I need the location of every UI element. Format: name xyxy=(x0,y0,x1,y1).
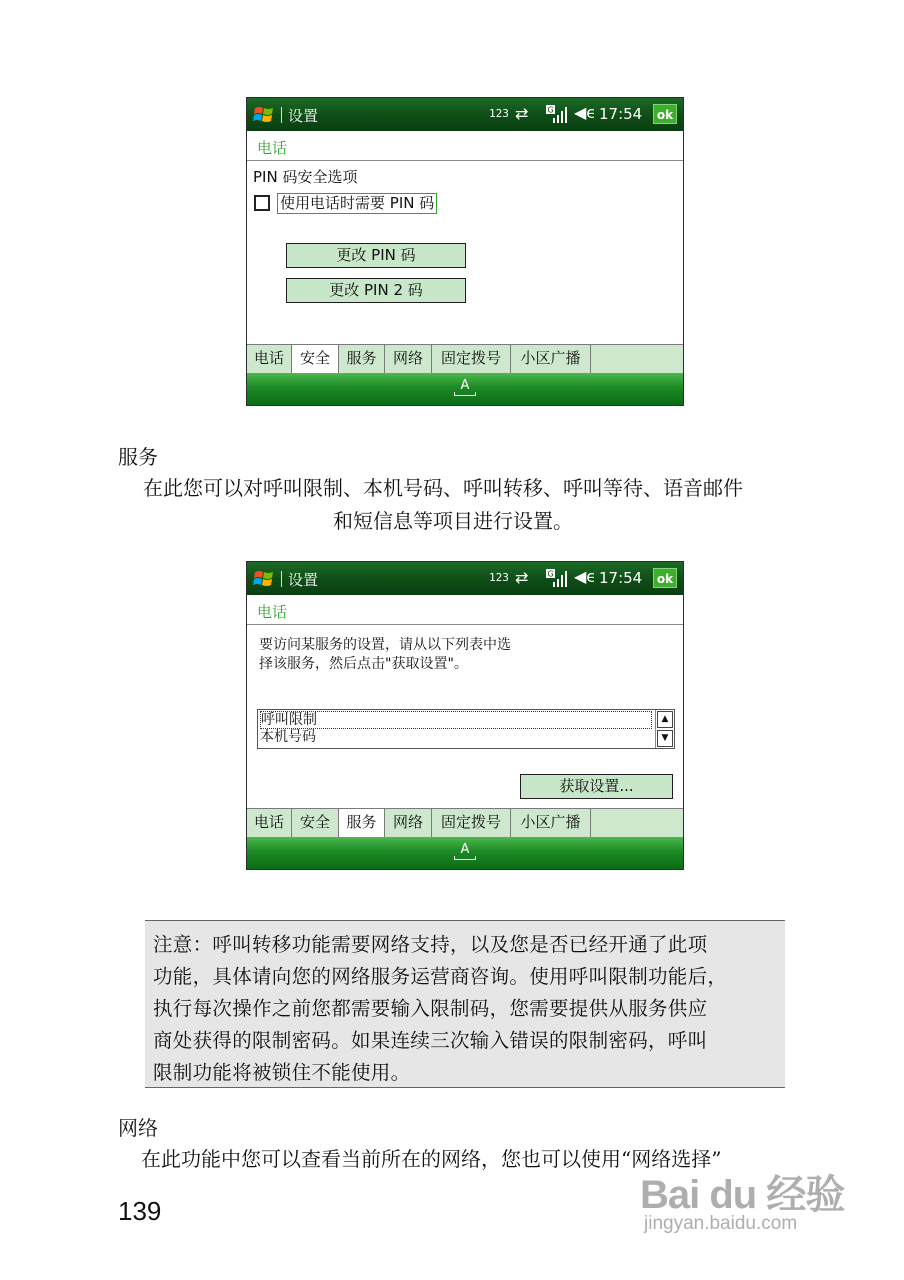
ok-button[interactable]: ok xyxy=(653,104,677,124)
page-number: 139 xyxy=(118,1196,162,1226)
tab-strip xyxy=(247,344,683,374)
services-description-line2: 和短信息等项目进行设置。 xyxy=(333,509,573,533)
keyboard-icon[interactable]: A xyxy=(454,842,476,860)
tab-fixed-dialing[interactable]: 固定拨号 xyxy=(432,809,511,838)
windows-start-icon[interactable] xyxy=(253,568,275,588)
connectivity-icon[interactable]: ⇄ xyxy=(515,104,529,123)
section-header: 电话 xyxy=(257,139,288,157)
list-scrollbar[interactable] xyxy=(655,710,674,748)
tab-fixed-dialing[interactable]: 固定拨号 xyxy=(432,345,511,374)
svg-text:G: G xyxy=(547,569,554,579)
tab-services[interactable]: 服务 xyxy=(339,345,385,374)
windows-start-icon[interactable] xyxy=(253,104,275,124)
svg-text:G: G xyxy=(547,105,554,115)
note-line: 商处获得的限制密码。如果连续三次输入错误的限制密码，呼叫 xyxy=(153,1029,708,1052)
tab-phone[interactable]: 电话 xyxy=(247,345,292,374)
scroll-down-icon[interactable]: ▼ xyxy=(657,730,673,747)
tab-network[interactable]: 网络 xyxy=(385,809,432,838)
tab-security[interactable]: 安全 xyxy=(292,809,339,838)
scroll-up-icon[interactable]: ▲ xyxy=(657,711,673,728)
tab-security[interactable]: 安全 xyxy=(292,345,339,374)
tab-network[interactable]: 网络 xyxy=(385,345,432,374)
note-line: 功能，具体请向您的网络服务运营商咨询。使用呼叫限制功能后， xyxy=(153,965,728,988)
note-line: 执行每次操作之前您都需要输入限制码，您需要提供从服务供应 xyxy=(153,997,708,1020)
settings-screenshot-security xyxy=(246,97,684,406)
network-heading: 网络 xyxy=(118,1116,158,1140)
tab-cell-broadcast[interactable]: 小区广播 xyxy=(511,345,591,374)
menu-bar xyxy=(247,837,683,869)
change-pin-button[interactable]: 更改 PIN 码 xyxy=(286,243,466,268)
input-mode-indicator[interactable]: 123 xyxy=(489,107,509,120)
list-item[interactable]: 本机号码 xyxy=(260,729,316,745)
tab-phone[interactable]: 电话 xyxy=(247,809,292,838)
note-line: 注意：呼叫转移功能需要网络支持，以及您是否已经开通了此项 xyxy=(153,933,708,956)
baidu-watermark xyxy=(640,1163,860,1243)
require-pin-label[interactable]: 使用电话时需要 PIN 码 xyxy=(277,193,437,214)
signal-strength-icon[interactable] xyxy=(545,568,567,588)
clock[interactable]: 17:54 xyxy=(599,569,643,587)
clock[interactable]: 17:54 xyxy=(599,105,643,123)
get-settings-button[interactable]: 获取设置... xyxy=(520,774,673,799)
tab-services[interactable]: 服务 xyxy=(339,809,385,838)
tab-cell-broadcast[interactable]: 小区广播 xyxy=(511,809,591,838)
service-list[interactable] xyxy=(257,709,675,749)
ok-button[interactable]: ok xyxy=(653,568,677,588)
instruction-line1: 要访问某服务的设置，请从以下列表中选 xyxy=(259,637,511,653)
note-box xyxy=(145,920,785,1088)
window-title: 设置 xyxy=(288,571,319,589)
header-divider xyxy=(247,160,683,161)
change-pin2-button[interactable]: 更改 PIN 2 码 xyxy=(286,278,466,303)
instruction-line2: 择该服务，然后点击"获取设置"。 xyxy=(259,656,468,672)
services-description-line1: 在此您可以对呼叫限制、本机号码、呼叫转移、呼叫等待、语音邮件 xyxy=(143,476,743,500)
settings-screenshot-services xyxy=(246,561,684,870)
watermark-url: jingyan.baidu.com xyxy=(644,1213,798,1234)
tab-strip xyxy=(247,808,683,838)
keyboard-icon[interactable]: A xyxy=(454,378,476,396)
title-bar xyxy=(247,98,683,131)
pin-options-heading: PIN 码安全选项 xyxy=(253,168,358,186)
menu-bar xyxy=(247,373,683,405)
watermark-logo: Bai du 经验 xyxy=(640,1173,845,1217)
input-mode-indicator[interactable]: 123 xyxy=(489,571,509,584)
window-title: 设置 xyxy=(288,107,319,125)
services-heading: 服务 xyxy=(118,445,158,469)
signal-strength-icon[interactable] xyxy=(545,104,567,124)
list-item[interactable]: 呼叫限制 xyxy=(260,711,652,729)
section-header: 电话 xyxy=(257,603,288,621)
require-pin-checkbox[interactable] xyxy=(254,195,270,211)
note-line: 限制功能将被锁住不能使用。 xyxy=(153,1061,411,1084)
title-separator xyxy=(281,571,282,587)
volume-icon[interactable]: ◀ϵ xyxy=(574,103,597,122)
header-divider xyxy=(247,624,683,625)
network-description-line1: 在此功能中您可以查看当前所在的网络，您也可以使用“网络选择” xyxy=(141,1147,722,1171)
title-separator xyxy=(281,107,282,123)
title-bar xyxy=(247,562,683,595)
connectivity-icon[interactable]: ⇄ xyxy=(515,568,529,587)
volume-icon[interactable]: ◀ϵ xyxy=(574,567,597,586)
